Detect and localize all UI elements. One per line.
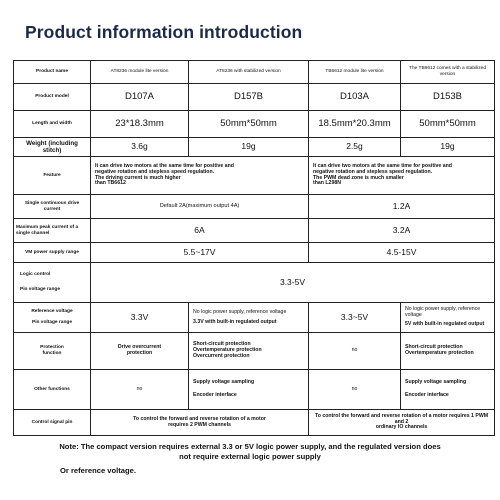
footnote	[0, 442, 500, 463]
row-control-signal	[14, 410, 495, 436]
name-d153b: The TB6612 comes with a stabilized version	[401, 61, 495, 84]
model-d107a: D107A	[91, 84, 189, 111]
label-logic-control-1: Logic control	[20, 272, 51, 278]
name-d103a: TB6612 module lite version	[309, 61, 401, 84]
label-protection-1: Protection	[40, 345, 64, 351]
product-spec-table	[13, 60, 495, 436]
reference-voltage-d153b	[401, 303, 495, 333]
feature-at8236-line: than TB6612	[95, 180, 126, 187]
model-d157b: D157B	[189, 84, 309, 111]
other-functions-d157b-line: Supply voltage sampling	[193, 379, 255, 386]
row-logic-control	[14, 263, 495, 303]
reference-voltage-d107a: 3.3V	[91, 303, 189, 333]
size-d153b: 50mm*50mm	[401, 111, 495, 138]
protection-d107a	[91, 333, 189, 370]
feature-tb6612	[309, 157, 495, 195]
weight-d103a: 2.5g	[309, 138, 401, 157]
label-reference-voltage-2: Pin voltage range	[32, 320, 72, 325]
continuous-current-tb6612: 1.2A	[309, 195, 495, 219]
other-functions-d153b-line: Encoder interface	[405, 392, 449, 398]
logic-control-value: 3.3-5V	[91, 263, 495, 303]
continuous-current-at8236: Default 2A(maximum output 4A)	[91, 195, 309, 219]
peak-current-at8236: 6A	[91, 219, 309, 243]
protection-d157b-line: Overcurrent protection	[193, 352, 250, 359]
label-product-name: Product name	[14, 61, 91, 84]
row-product-name	[14, 61, 495, 84]
vm-supply-tb6612: 4.5-15V	[309, 243, 495, 263]
name-d107a: AT8236 module lite version	[91, 61, 189, 84]
feature-tb6612-line: than L298N	[313, 180, 341, 187]
reference-voltage-d157b	[189, 303, 309, 333]
label-product-model: Product model	[14, 84, 91, 111]
protection-d103a: no	[309, 333, 401, 370]
row-continuous-current	[14, 195, 495, 219]
control-signal-at8236	[91, 410, 309, 436]
label-weight: Weight (including stitch)	[14, 138, 91, 157]
other-functions-d103a: no	[309, 370, 401, 410]
reference-voltage-d153b-line-1: No logic power supply, reference voltage	[405, 305, 481, 318]
row-other-functions	[14, 370, 495, 410]
label-reference-voltage-1: Reference voltage	[31, 309, 73, 315]
protection-d107a-line: Drive overcurrent	[117, 344, 162, 351]
row-vm-supply	[14, 243, 495, 263]
other-functions-d157b	[189, 370, 309, 410]
model-d153b: D153B	[401, 84, 495, 111]
control-signal-tb6612-line: ordinary IO channels	[375, 424, 428, 431]
vm-supply-at8236: 5.5~17V	[91, 243, 309, 263]
protection-d153b-line: Short-circuit protection	[405, 344, 463, 351]
label-protection-2: function	[42, 351, 62, 356]
feature-tb6612-line: negative rotation and stepless speed regulation.	[313, 168, 433, 175]
label-reference-voltage	[14, 303, 91, 333]
protection-d153b-line: Overtemperature protection	[405, 350, 474, 356]
control-signal-tb6612	[309, 410, 495, 436]
reference-voltage-d153b-line-2: 5V with built-in regulated output	[405, 321, 485, 328]
label-peak-current: Maximum peak current of a single channel	[14, 219, 91, 243]
label-logic-control	[14, 263, 91, 303]
other-functions-d107a: no	[91, 370, 189, 410]
label-other-functions: Other functions	[14, 370, 91, 410]
control-signal-tb6612-line: To control the forward and reverse rotation of a motor requires 1 PWM and 2	[314, 412, 489, 425]
other-functions-d153b-line: Supply voltage sampling	[405, 379, 467, 386]
size-d107a: 23*18.3mm	[91, 111, 189, 138]
reference-voltage-d157b-line-1: No logic power supply, reference voltage	[193, 308, 287, 315]
other-functions-d157b-line: Encoder interface	[193, 392, 237, 398]
protection-d157b-line: Overtemperature protection	[193, 347, 262, 354]
weight-d107a: 3.6g	[91, 138, 189, 157]
peak-current-tb6612: 3.2A	[309, 219, 495, 243]
label-continuous-current: Single continuous drive current	[14, 195, 91, 219]
reference-voltage-d157b-line-2: 3.3V with built-in regulated output	[193, 318, 277, 325]
footnote-line-2: not require external logic power supply	[179, 452, 321, 462]
row-protection	[14, 333, 495, 370]
label-logic-control-2: Pin voltage range	[20, 287, 60, 292]
weight-d153b: 19g	[401, 138, 495, 157]
label-length-width: Length and width	[14, 111, 91, 138]
control-signal-at8236-line: requires 2 PWM channels	[168, 421, 231, 428]
label-control-signal: Control signal pin	[14, 410, 91, 436]
protection-d107a-line: protection	[126, 350, 153, 356]
feature-at8236	[91, 157, 309, 195]
row-peak-current	[14, 219, 495, 243]
feature-tb6612-line: The PWM dead zone is much smaller	[313, 174, 404, 181]
row-weight	[14, 138, 495, 157]
size-d157b: 50mm*50mm	[189, 111, 309, 138]
protection-d153b	[401, 333, 495, 370]
feature-at8236-line: negative rotation and stepless speed regulation.	[95, 168, 215, 175]
protection-d157b	[189, 333, 309, 370]
feature-at8236-line: The driving current is much higher	[95, 174, 181, 181]
model-d103a: D103A	[309, 84, 401, 111]
label-vm-supply: VM power supply range	[14, 243, 91, 263]
weight-d157b: 19g	[189, 138, 309, 157]
row-feature	[14, 157, 495, 195]
footnote-line-3: Or reference voltage.	[60, 466, 136, 475]
protection-d157b-line: Short-circuit protection	[193, 341, 251, 348]
row-reference-voltage	[14, 303, 495, 333]
feature-tb6612-line: It can drive two motors at the same time for positive and	[313, 162, 452, 169]
footnote-line-1: Note: The compact version requires external 3.3 or 5V logic power supply, and the regulated version does	[59, 442, 441, 451]
row-length-width	[14, 111, 495, 138]
label-feature: Feature	[14, 157, 91, 195]
page-title: Product information introduction	[25, 22, 303, 42]
feature-at8236-line: It can drive two motors at the same time for positive and	[95, 162, 234, 169]
control-signal-at8236-line: To control the forward and reverse rotation of a motor	[133, 415, 266, 422]
label-protection	[14, 333, 91, 370]
name-d157b: AT8236 with stabilized version	[189, 61, 309, 84]
size-d103a: 18.5mm*20.3mm	[309, 111, 401, 138]
other-functions-d153b	[401, 370, 495, 410]
reference-voltage-d103a: 3.3~5V	[309, 303, 401, 333]
row-product-model	[14, 84, 495, 111]
